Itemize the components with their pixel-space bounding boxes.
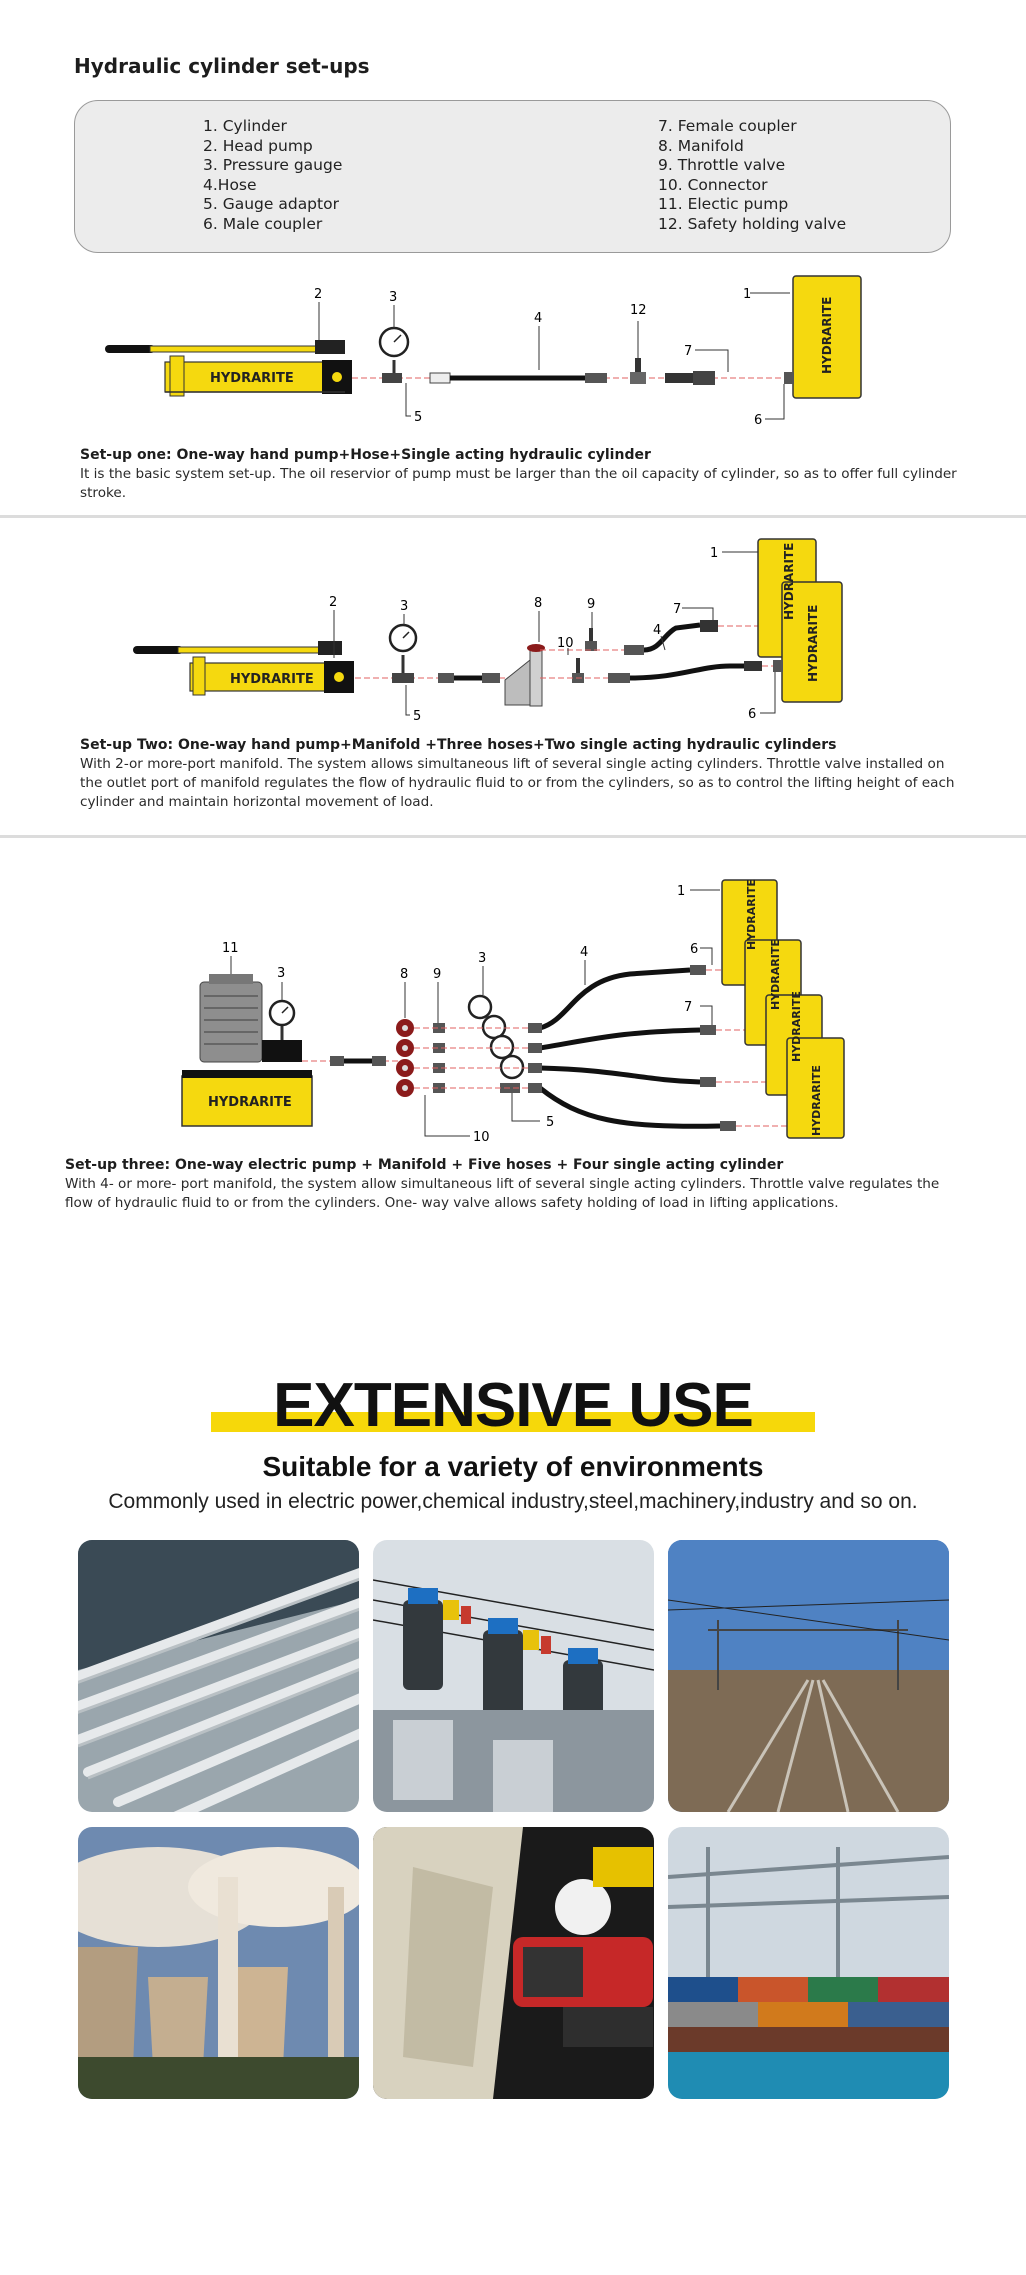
- pressure-gauge-icon: [380, 328, 408, 373]
- callout-label: 3: [389, 290, 398, 305]
- callout-label: 9: [587, 597, 596, 612]
- pressure-gauge-icon: [390, 625, 416, 673]
- hose-icon: [430, 373, 607, 383]
- setup-three-diagram: [0, 870, 1026, 1150]
- railway-photo: [668, 1540, 949, 1812]
- callout-label: 10: [473, 1130, 490, 1145]
- callout-label: 7: [673, 602, 682, 617]
- gauge-adaptor-icon: [392, 673, 414, 683]
- callout-label: 4: [534, 311, 543, 326]
- legend-item: 1. Cylinder: [203, 117, 287, 135]
- callout-label: 5: [546, 1115, 555, 1130]
- callout-label: 1: [677, 884, 686, 899]
- callout-label: 9: [433, 967, 442, 982]
- callout-label: 2: [329, 595, 338, 610]
- hand-pump-icon: [105, 340, 352, 396]
- cylinder-icon: [758, 539, 842, 702]
- throttle-valve-icon: [433, 1023, 445, 1093]
- pressure-gauge-icon: [270, 1001, 294, 1040]
- callout-label: 8: [400, 967, 409, 982]
- pressure-gauge-icon: [469, 996, 523, 1093]
- legend-item: 4.Hose: [203, 175, 257, 194]
- callout-label: 5: [413, 709, 422, 724]
- cylinder-icon: [722, 880, 844, 1138]
- setup-three-title: Set-up three: One-way electric pump + Manifold + Five hoses + Four single acting cylinder: [65, 1157, 784, 1173]
- setup-one-title: Set-up one: One-way hand pump+Hose+Single acting hydraulic cylinder: [80, 447, 651, 463]
- cylinder-brand-label: HYDRARITE: [782, 542, 796, 620]
- setup-one-diagram: [0, 270, 1026, 445]
- legend-item: 7. Female coupler: [658, 117, 797, 135]
- callout-label: 3: [400, 599, 409, 614]
- callout-label: 10: [557, 636, 574, 651]
- legend-item: 2. Head pump: [203, 136, 313, 155]
- pipes-photo: [78, 1540, 359, 1812]
- legend-item: 9. Throttle valve: [658, 156, 786, 174]
- hose-icon: [540, 970, 720, 1126]
- callout-label: 12: [630, 303, 647, 318]
- callout-label: 6: [754, 413, 763, 428]
- hose-icon: [608, 620, 762, 683]
- callout-label: 2: [314, 287, 323, 302]
- callout-label: 4: [653, 623, 662, 638]
- callout-label: 7: [684, 344, 693, 359]
- manifold-icon: [505, 644, 545, 706]
- throttle-valve-icon: [572, 628, 597, 683]
- setup-two-title: Set-up Two: One-way hand pump+Manifold +Three hoses+Two single acting hydraulic cylinders: [80, 737, 837, 753]
- cylinder-brand-label: HYDRARITE: [769, 939, 782, 1010]
- pump-brand-label: HYDRARITE: [208, 1095, 292, 1110]
- callout-label: 8: [534, 596, 543, 611]
- legend-right-column: [658, 117, 846, 234]
- callout-label: 5: [414, 410, 423, 425]
- extensive-use-subtitle: Suitable for a variety of environments: [262, 1451, 764, 1482]
- cylinder-brand-label: HYDRARITE: [820, 296, 834, 374]
- hose-icon: [438, 673, 500, 683]
- setup-two-caption: [80, 736, 970, 812]
- legend-item: 10. Connector: [658, 175, 768, 194]
- legend-item: 8. Manifold: [658, 136, 744, 155]
- legend-item: 6. Male coupler: [203, 214, 323, 233]
- container-port-photo: [668, 1827, 949, 2099]
- callout-label: 3: [277, 966, 286, 981]
- callout-label: 6: [748, 707, 757, 722]
- setup-two-diagram: [0, 530, 1026, 730]
- manifold-icon: [396, 1019, 414, 1097]
- female-coupler-icon: [665, 373, 693, 383]
- callout-label: 11: [222, 941, 239, 956]
- callout-label: 3: [478, 951, 487, 966]
- pump-brand-label: HYDRARITE: [210, 371, 294, 386]
- power-plant-photo: [78, 1827, 359, 2099]
- rescue-tool-photo: [373, 1827, 654, 2099]
- cylinder-brand-label: HYDRARITE: [806, 604, 820, 682]
- callout-label: 1: [743, 287, 752, 302]
- parts-legend: [74, 100, 951, 253]
- cylinder-brand-label: HYDRARITE: [745, 879, 758, 950]
- legend-item: 12. Safety holding valve: [658, 214, 847, 233]
- setup-one-caption: [80, 446, 960, 503]
- cylinder-brand-label: HYDRARITE: [810, 1065, 823, 1136]
- legend-item: 5. Gauge adaptor: [203, 195, 339, 213]
- legend-item: 11. Electic pump: [658, 195, 789, 213]
- setup-three-caption: [65, 1156, 965, 1213]
- section-divider: [0, 835, 1026, 838]
- callout-label: 1: [710, 546, 719, 561]
- legend-left-column: [203, 117, 342, 234]
- section-divider: [0, 515, 1026, 518]
- callout-label: 4: [580, 945, 589, 960]
- setup-two-text: With 2-or more-port manifold. The system allows simultaneous lift of several single acting cylinders. Throttle valve installed on the outlet port of manifold regulates the flow of hydraulic fluid to or from the cylinders, so as to control the lifting height of each cylinder and maintain horizontal movement of load.: [80, 756, 955, 810]
- pump-brand-label: HYDRARITE: [230, 672, 314, 687]
- cylinder-brand-label: HYDRARITE: [790, 991, 803, 1062]
- callout-label: 6: [690, 942, 699, 957]
- extensive-use-title: EXTENSIVE USE: [273, 1371, 753, 1440]
- hose-icon: [330, 1056, 386, 1066]
- legend-item: 3. Pressure gauge: [203, 156, 343, 174]
- page-heading: Hydraulic cylinder set-ups: [74, 54, 370, 78]
- gauge-adaptor-icon: [382, 373, 402, 383]
- callout-label: 7: [684, 1000, 693, 1015]
- extensive-use-description: Commonly used in electric power,chemical industry,steel,machinery,industry and so on.: [108, 1490, 918, 1513]
- insulators-photo: [373, 1540, 654, 1812]
- safety-valve-icon: [630, 358, 646, 384]
- setup-three-text: With 4- or more- port manifold, the system allow simultaneous lift of several single acting cylinders. Throttle valve regulates the flow of hydraulic fluid to or from the cylinders. One- way valve allows safety holding of load in lifting applications.: [65, 1176, 940, 1211]
- setup-one-text: It is the basic system set-up. The oil reservior of pump must be larger than the oil capacity of cylinder, so as to offer full cylinder stroke.: [80, 466, 957, 501]
